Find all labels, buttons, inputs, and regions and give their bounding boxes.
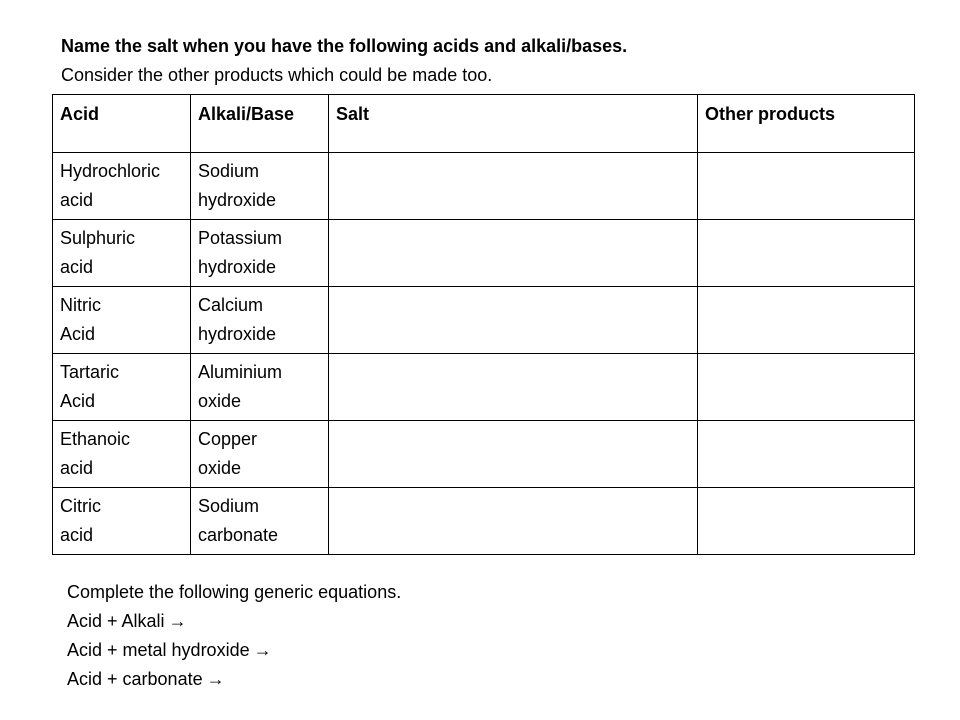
other-products-answer-cell[interactable]	[698, 488, 915, 555]
right-arrow-icon: →	[168, 611, 187, 631]
header-alkali-base: Alkali/Base	[191, 95, 329, 153]
equation-line: Acid + metal hydroxide →	[67, 640, 272, 660]
worksheet-subtitle: Consider the other products which could be made too.	[61, 65, 493, 85]
salt-answer-cell[interactable]	[329, 488, 698, 555]
base-cell: Potassium hydroxide	[191, 220, 329, 287]
acid-cell: Hydrochloric acid	[53, 153, 191, 220]
equations-instruction: Complete the following generic equations.	[67, 582, 402, 602]
header-salt: Salt	[329, 95, 698, 153]
other-products-answer-cell[interactable]	[698, 354, 915, 421]
right-arrow-icon: →	[253, 640, 272, 660]
acid-cell: Citric acid	[53, 488, 191, 555]
acid-base-table	[52, 94, 915, 555]
salt-answer-cell[interactable]	[329, 153, 698, 220]
worksheet-intro	[61, 32, 627, 90]
other-products-answer-cell[interactable]	[698, 421, 915, 488]
header-other-products: Other products	[698, 95, 915, 153]
salt-answer-cell[interactable]	[329, 220, 698, 287]
salt-answer-cell[interactable]	[329, 354, 698, 421]
base-cell: Calcium hydroxide	[191, 287, 329, 354]
other-products-answer-cell[interactable]	[698, 153, 915, 220]
table-row	[53, 354, 915, 421]
equation-line: Acid + carbonate →	[67, 669, 225, 689]
table-row	[53, 421, 915, 488]
acid-cell: Sulphuric acid	[53, 220, 191, 287]
acid-cell: Ethanoic acid	[53, 421, 191, 488]
table-row	[53, 220, 915, 287]
base-cell: Copper oxide	[191, 421, 329, 488]
table-row	[53, 287, 915, 354]
acid-cell: Tartaric Acid	[53, 354, 191, 421]
salt-answer-cell[interactable]	[329, 421, 698, 488]
base-cell: Sodium carbonate	[191, 488, 329, 555]
acid-cell: Nitric Acid	[53, 287, 191, 354]
table-row	[53, 488, 915, 555]
salt-answer-cell[interactable]	[329, 287, 698, 354]
header-acid: Acid	[53, 95, 191, 153]
table-header-row	[53, 95, 915, 153]
generic-equations	[67, 578, 401, 694]
base-cell: Sodium hydroxide	[191, 153, 329, 220]
base-cell: Aluminium oxide	[191, 354, 329, 421]
other-products-answer-cell[interactable]	[698, 287, 915, 354]
other-products-answer-cell[interactable]	[698, 220, 915, 287]
table-row	[53, 153, 915, 220]
equation-line: Acid + Alkali →	[67, 611, 187, 631]
right-arrow-icon: →	[206, 669, 225, 689]
worksheet-title: Name the salt when you have the following acids and alkali/bases.	[61, 36, 628, 56]
